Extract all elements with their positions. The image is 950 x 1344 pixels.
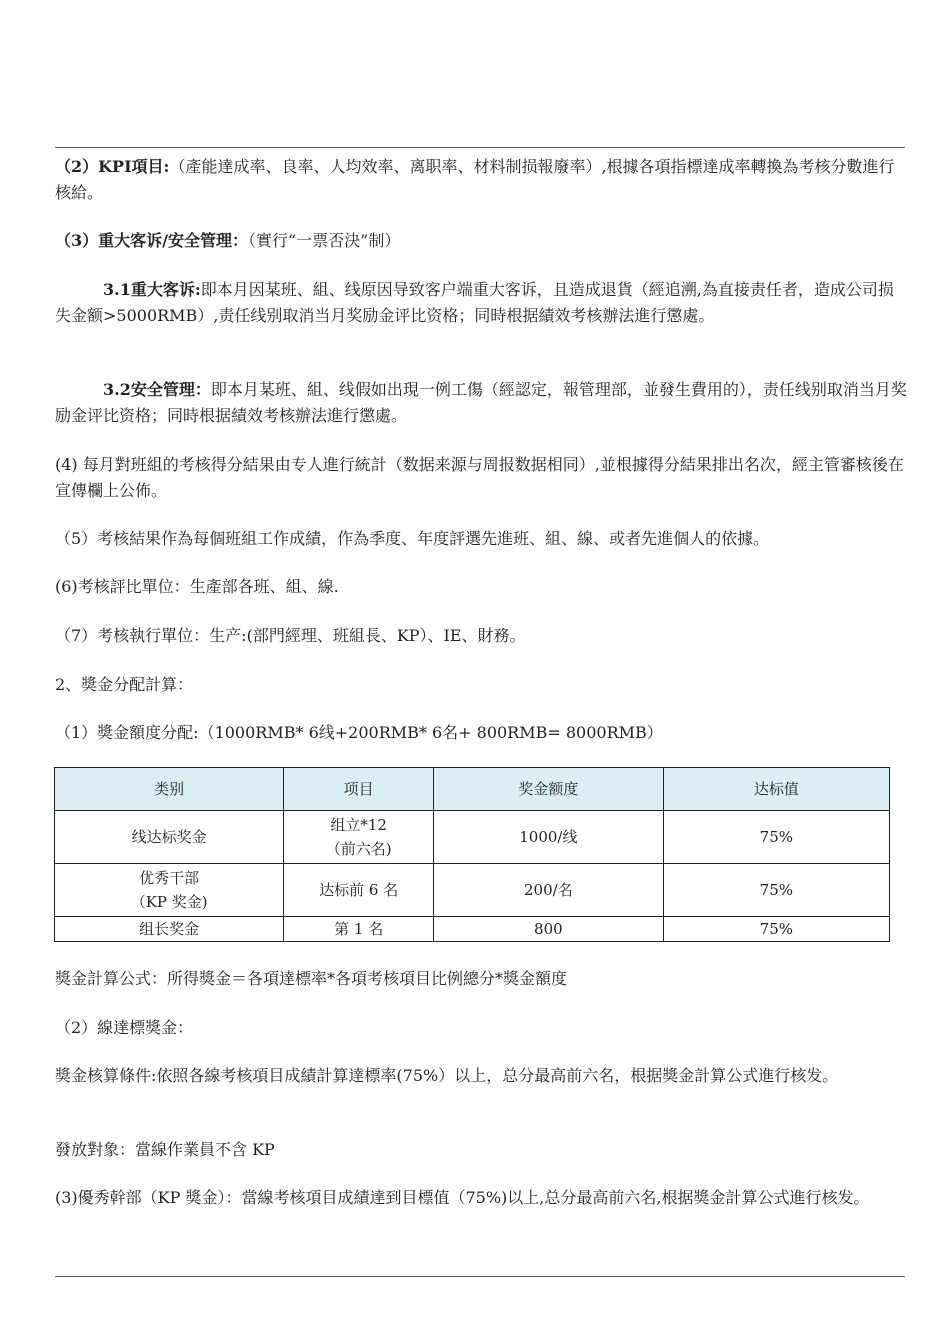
line-bonus-heading: （2）線達標獎金： <box>55 1018 194 1037</box>
header-amount: 奖金额度 <box>434 768 664 811</box>
paragraph-6: (6)考核評比單位：生產部各班、組、線. <box>55 577 339 596</box>
cell-target: 75% <box>663 811 889 864</box>
cell-item-line: 组立*12 <box>330 816 387 834</box>
cell-target: 75% <box>663 864 889 917</box>
table-row <box>55 811 890 864</box>
bonus-allocation-paragraph: （1）獎金額度分配:（1000RMB* 6线+200RMB* 6名+ 800RMB= 8000RMB） <box>55 723 663 742</box>
cell-category-line: （KP 奖金) <box>130 893 208 911</box>
bonus-table <box>54 767 890 942</box>
header-rule <box>55 147 905 148</box>
bonus-formula: 獎金計算公式：所得獎金＝各項達標率*各項考核項目比例總分*獎金額度 <box>55 969 568 988</box>
cell-item: 达标前 6 名 <box>284 864 434 917</box>
section-3-1-text: 即本月因某班、組、线原因导致客户端重大客诉，且造成退貨（經追溯,為直接责任者，造成公司损失金额>5000RMB）,责任线别取消当月奖励金评比资格；同時根据績效考核辦法進行懲處。 <box>55 280 894 325</box>
major-complaint-text: （實行“一票否決”制） <box>247 231 401 250</box>
table-row <box>55 864 890 917</box>
paragraph-7: （7）考核執行單位：生产:(部門經理、班組長、KP）、IE、財務。 <box>55 626 526 645</box>
header-target: 达标值 <box>663 768 889 811</box>
cell-amount: 1000/线 <box>434 811 664 864</box>
section-3-2-paragraph <box>55 377 907 429</box>
cell-category: 线达标奖金 <box>55 811 284 864</box>
major-complaint-heading <box>55 228 907 254</box>
kpi-text: （產能達成率、良率、人均效率、离职率、材料制损報廢率）,根據各項指標達成率轉換為考核分數進行核給。 <box>55 157 895 202</box>
cell-target: 75% <box>663 917 889 942</box>
section-3-2-text: 即本月某班、組、线假如出現一例工傷（經認定，報管理部，並發生費用的），责任线别取消当月奖励金评比资格；同時根据績效考核辦法進行懲處。 <box>55 380 907 425</box>
header-category: 类别 <box>55 768 284 811</box>
cell-category <box>55 864 284 917</box>
kpi-paragraph <box>55 154 907 206</box>
section-3-2-label: 3.2安全管理： <box>103 380 211 399</box>
cell-amount: 800 <box>434 917 664 942</box>
paragraph-4: (4) 每月對班組的考核得分結果由专人進行統計（数据来源与周报数据相同）,並根據得分結果排出名次，經主管審核後在宣傳欄上公佈。 <box>55 455 904 500</box>
major-complaint-label: （3）重大客诉/安全管理： <box>55 231 248 250</box>
paragraph-5: （5）考核結果作為每個班組工作成績，作為季度、年度評選先進班、組、線、或者先進個人的依據。 <box>55 529 770 548</box>
table-header-row <box>55 768 890 811</box>
kpi-label: （2）KPI項目: <box>55 157 170 176</box>
section-3-1-paragraph <box>55 277 907 329</box>
table-row <box>55 917 890 942</box>
bonus-condition-paragraph: 獎金核算條件:依照各線考核項目成績計算達標率(75%）以上，总分最高前六名，根据獎金計算公式進行核发。 <box>55 1066 839 1085</box>
section-2-heading: 2、獎金分配計算： <box>55 675 194 694</box>
kp-bonus-paragraph: (3)優秀幹部（KP 獎金）：當線考核項目成績達到目標值（75%)以上,总分最高前六名,根据獎金計算公式進行核发。 <box>55 1188 870 1207</box>
cell-category-line: 优秀干部 <box>139 869 200 887</box>
header-item: 项目 <box>284 768 434 811</box>
cell-item <box>284 811 434 864</box>
cell-item-line: （前六名) <box>325 840 392 858</box>
cell-category: 组长奖金 <box>55 917 284 942</box>
section-3-1-label: 3.1重大客诉: <box>103 280 201 299</box>
cell-item: 第 1 名 <box>284 917 434 942</box>
cell-amount: 200/名 <box>434 864 664 917</box>
payout-target-paragraph: 發放對象：當線作業員不含 KP <box>55 1140 275 1159</box>
footer-rule <box>55 1276 905 1277</box>
